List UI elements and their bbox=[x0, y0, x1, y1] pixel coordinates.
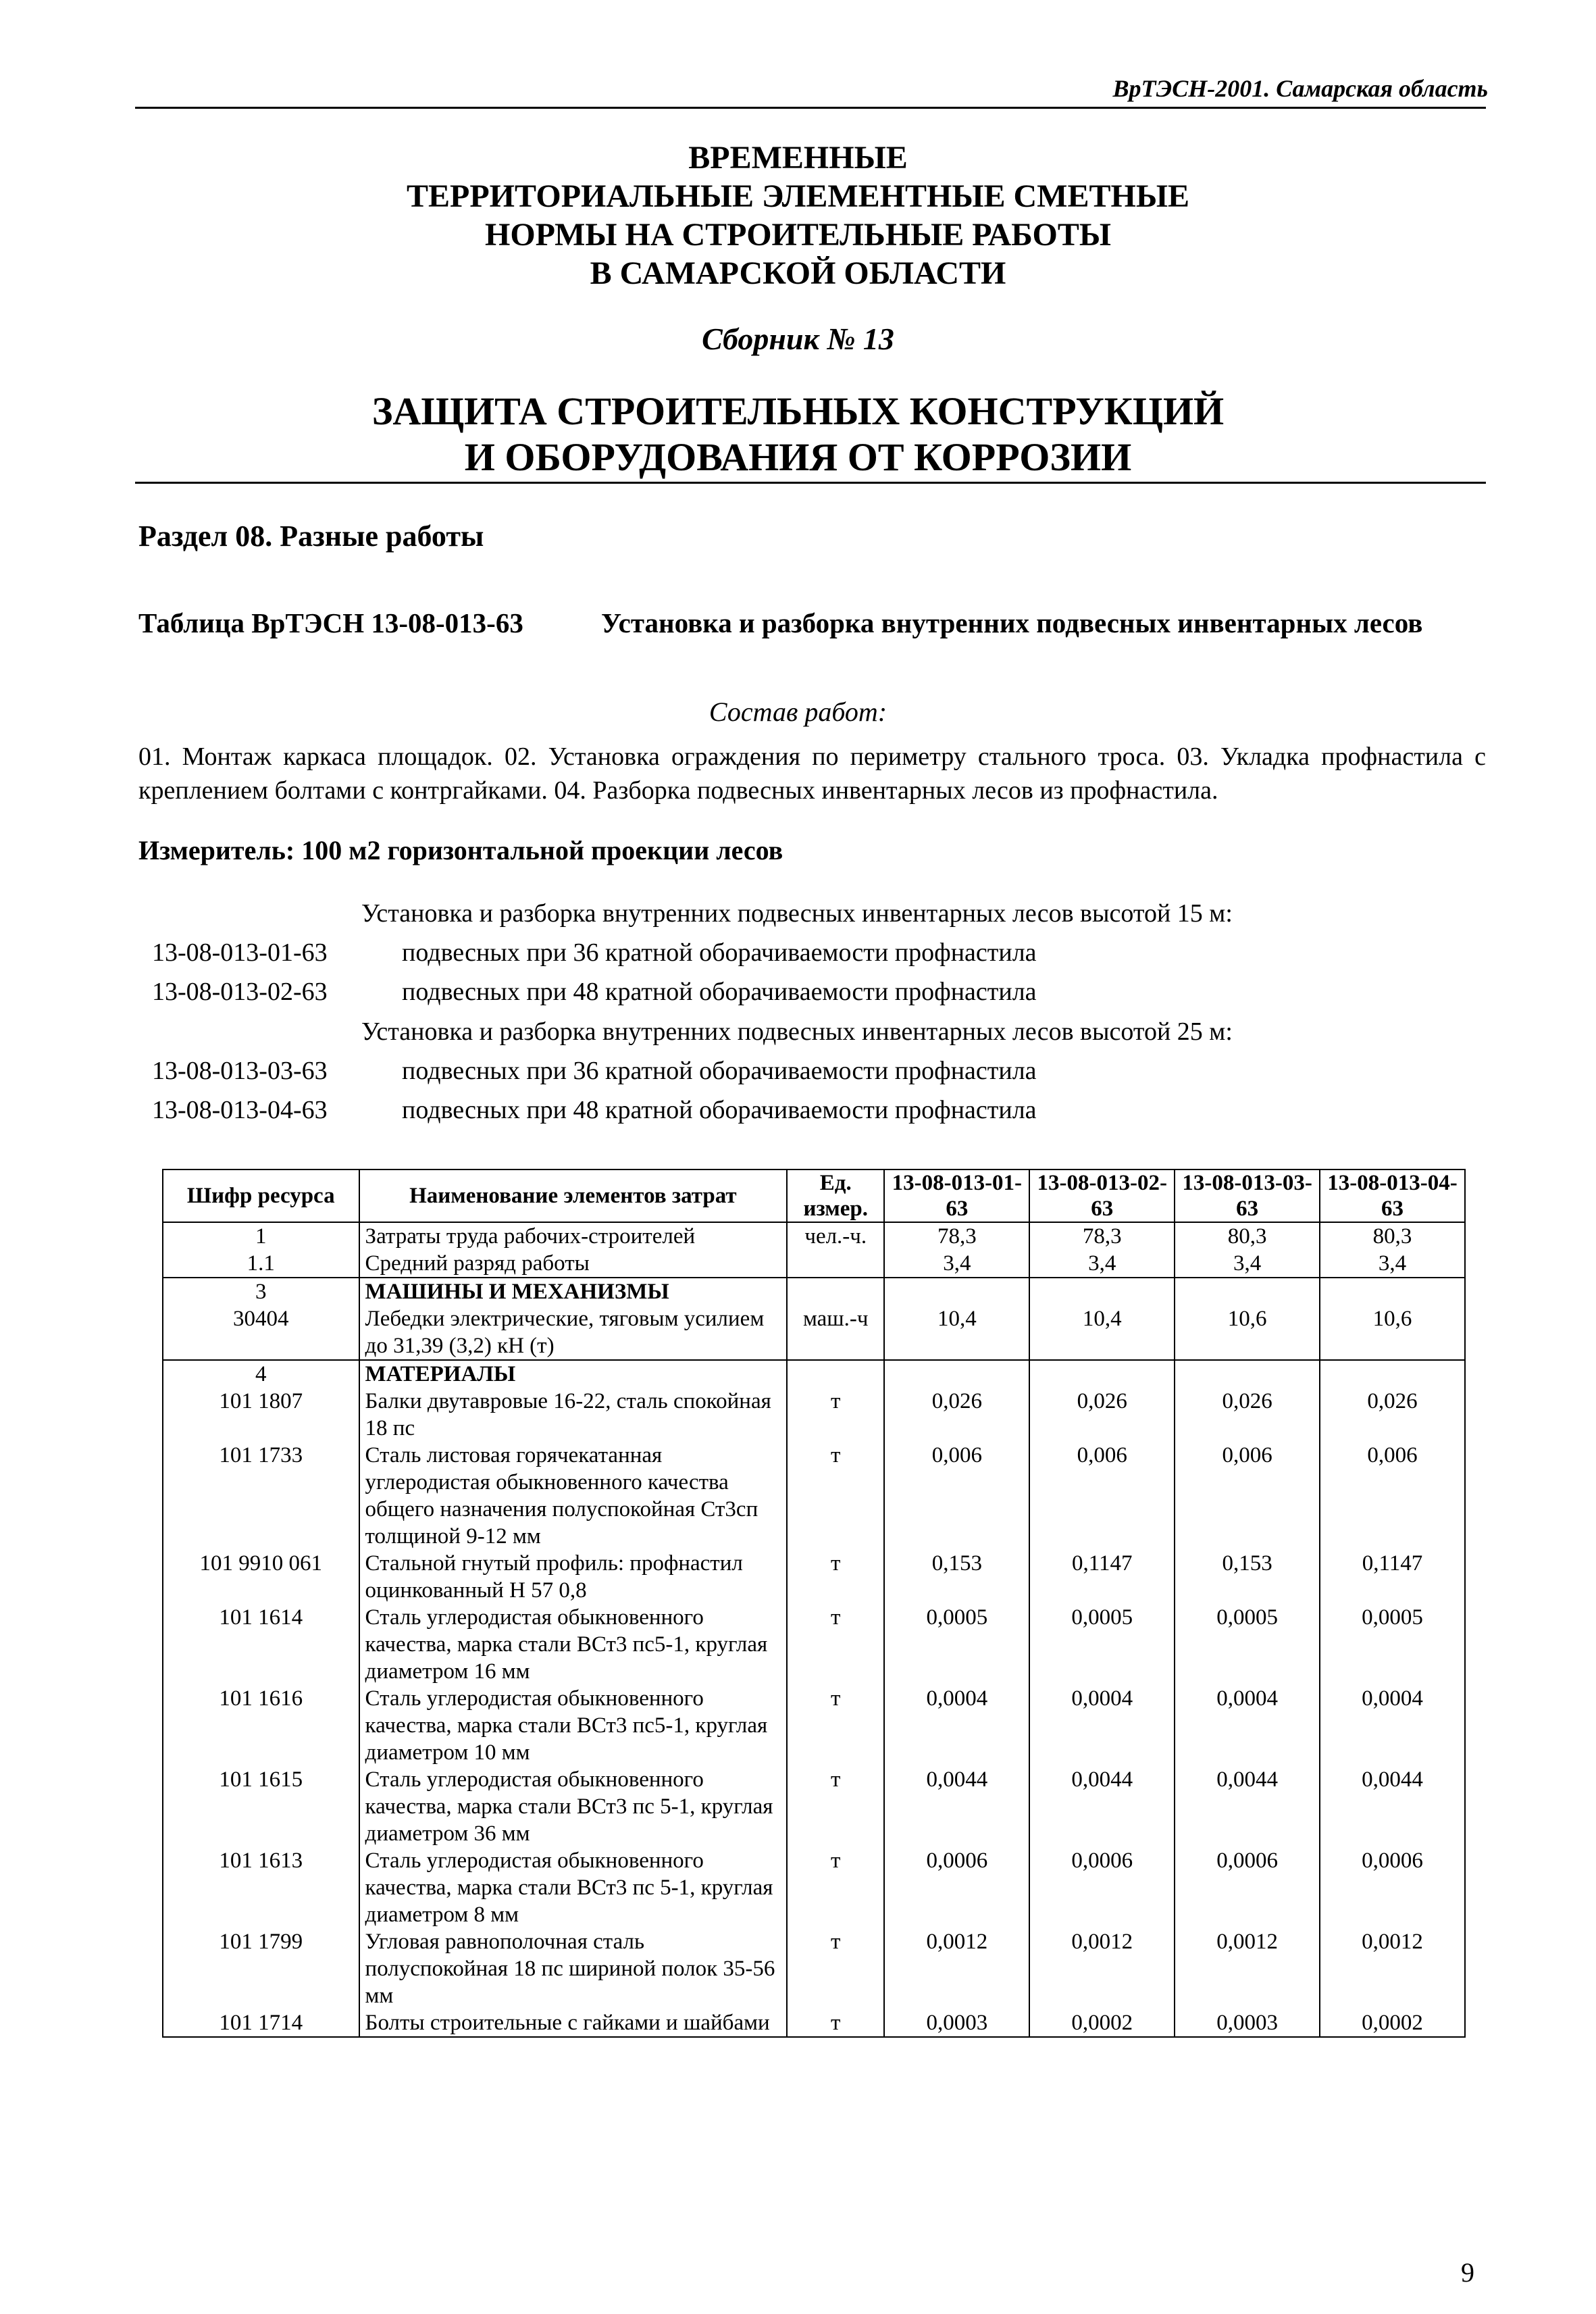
title-line-1: ВРЕМЕННЫЕ bbox=[688, 140, 908, 176]
table-row bbox=[163, 1685, 1465, 1766]
cell-name: Сталь углеродистая обыкновенного качества, марка стали ВСт3 пс5-1, круглая диаметром 16 мм bbox=[359, 1604, 788, 1685]
cell-name: Лебедки электрические, тяговым усилием до 31,39 (3,2) кН (т) bbox=[359, 1305, 788, 1360]
cell-value: 0,0005 bbox=[1029, 1604, 1175, 1685]
cell-name: Сталь углеродистая обыкновенного качества, марка стали ВСт3 пс 5-1, круглая диаметром 36 мм bbox=[359, 1766, 788, 1847]
header-col-3: 13-08-013-03-63 bbox=[1175, 1169, 1320, 1222]
cell-code: 101 9910 061 bbox=[163, 1550, 359, 1604]
cell-value: 0,1147 bbox=[1320, 1550, 1465, 1604]
norm-text: подвесных при 36 кратной оборачиваемости профнастила bbox=[402, 938, 1037, 967]
cell-value: 0,0012 bbox=[1175, 1928, 1320, 2009]
cell-value: 10,4 bbox=[884, 1305, 1029, 1360]
title-line-2: ТЕРРИТОРИАЛЬНЫЕ ЭЛЕМЕНТНЫЕ СМЕТНЫЕ bbox=[407, 178, 1189, 214]
header-unit: Ед. измер. bbox=[787, 1169, 884, 1222]
cell-value bbox=[1175, 1278, 1320, 1305]
table-row bbox=[163, 1222, 1465, 1250]
cell-value bbox=[884, 1360, 1029, 1388]
cell-unit: т bbox=[787, 1388, 884, 1442]
table-row bbox=[163, 1250, 1465, 1278]
cell-value: 3,4 bbox=[1320, 1250, 1465, 1278]
cell-name: Сталь углеродистая обыкновенного качества, марка стали ВСт3 пс 5-1, круглая диаметром 8 мм bbox=[359, 1847, 788, 1928]
cell-value: 0,0044 bbox=[1320, 1766, 1465, 1847]
cell-unit bbox=[787, 1360, 884, 1388]
table-row bbox=[163, 1604, 1465, 1685]
table-row bbox=[163, 1928, 1465, 2009]
cell-name: Угловая равнополочная сталь полуспокойная 18 пс шириной полок 35-56 мм bbox=[359, 1928, 788, 2009]
cell-code: 101 1799 bbox=[163, 1928, 359, 2009]
norm-code: 13-08-013-04-63 bbox=[152, 1096, 328, 1124]
header-col-1: 13-08-013-01-63 bbox=[884, 1169, 1029, 1222]
table-description: Установка и разборка внутренних подвесных инвентарных лесов bbox=[601, 607, 1423, 638]
main-title-line-1: ЗАЩИТА СТРОИТЕЛЬНЫХ КОНСТРУКЦИЙ bbox=[371, 389, 1225, 433]
cell-unit: т bbox=[787, 1442, 884, 1550]
cell-code: 101 1714 bbox=[163, 2009, 359, 2037]
header-name: Наименование элементов затрат bbox=[359, 1169, 788, 1222]
title-line-4: В САМАРСКОЙ ОБЛАСТИ bbox=[590, 255, 1006, 291]
cell-value: 0,0044 bbox=[1029, 1766, 1175, 1847]
table-label: Таблица ВрТЭСН 13-08-013-63 bbox=[138, 607, 523, 638]
table-row bbox=[163, 1847, 1465, 1928]
cell-value: 0,0004 bbox=[884, 1685, 1029, 1766]
table-row bbox=[163, 2009, 1465, 2037]
cell-name: МАШИНЫ И МЕХАНИЗМЫ bbox=[359, 1278, 788, 1305]
table-row bbox=[163, 1305, 1465, 1360]
composition-text: 01. Монтаж каркаса площадок. 02. Установка ограждения по периметру стального троса. 03. Укладка профнастила с креплением болтами с контргайками. 04. Разборка подвесных инвентарных лесов из профнастила. bbox=[138, 743, 1486, 805]
cell-code: 101 1615 bbox=[163, 1766, 359, 1847]
cell-unit: т bbox=[787, 1550, 884, 1604]
table-row bbox=[163, 1388, 1465, 1442]
cell-value: 80,3 bbox=[1320, 1222, 1465, 1250]
cell-value: 10,6 bbox=[1175, 1305, 1320, 1360]
cell-value: 0,0005 bbox=[1175, 1604, 1320, 1685]
norm-group-title: Установка и разборка внутренних подвесных инвентарных лесов высотой 15 м: bbox=[361, 899, 1233, 928]
composition-title: Состав работ: bbox=[709, 697, 887, 727]
cell-value: 78,3 bbox=[1029, 1222, 1175, 1250]
cell-value: 3,4 bbox=[1175, 1250, 1320, 1278]
table-row bbox=[163, 1360, 1465, 1388]
cell-value bbox=[1175, 1360, 1320, 1388]
cell-name: Сталь листовая горячекатанная углеродистая обыкновенного качества общего назначения полуспокойная Ст3сп толщиной 9-12 мм bbox=[359, 1442, 788, 1550]
cell-name: Средний разряд работы bbox=[359, 1250, 788, 1278]
header-rule bbox=[135, 107, 1486, 109]
table-row bbox=[163, 1766, 1465, 1847]
header-code: Шифр ресурса bbox=[163, 1169, 359, 1222]
title-line-3: НОРМЫ НА СТРОИТЕЛЬНЫЕ РАБОТЫ bbox=[484, 217, 1112, 253]
cell-code: 101 1807 bbox=[163, 1388, 359, 1442]
cell-value bbox=[884, 1278, 1029, 1305]
cell-name: Балки двутавровые 16-22, сталь спокойная 18 пс bbox=[359, 1388, 788, 1442]
cell-value: 0,0044 bbox=[1175, 1766, 1320, 1847]
cost-table-body bbox=[163, 1222, 1465, 2037]
cell-value: 0,026 bbox=[1029, 1388, 1175, 1442]
cell-value: 0,006 bbox=[1320, 1442, 1465, 1550]
cell-code: 1.1 bbox=[163, 1250, 359, 1278]
cell-code: 3 bbox=[163, 1278, 359, 1305]
cell-value: 0,0006 bbox=[1320, 1847, 1465, 1928]
cell-value: 0,0006 bbox=[1029, 1847, 1175, 1928]
cell-value: 0,0004 bbox=[1029, 1685, 1175, 1766]
cell-unit: т bbox=[787, 1847, 884, 1928]
cell-code: 4 bbox=[163, 1360, 359, 1388]
cell-name: Стальной гнутый профиль: профнастил оцинкованный Н 57 0,8 bbox=[359, 1550, 788, 1604]
page-number: 9 bbox=[1461, 2257, 1474, 2288]
cell-unit: т bbox=[787, 1928, 884, 2009]
cell-unit: т bbox=[787, 1685, 884, 1766]
cell-name: Болты строительные с гайками и шайбами bbox=[359, 2009, 788, 2037]
cell-value: 0,006 bbox=[1029, 1442, 1175, 1550]
measure-unit: Измеритель: 100 м2 горизонтальной проекции лесов bbox=[138, 835, 783, 865]
cell-value: 0,026 bbox=[1175, 1388, 1320, 1442]
cell-value: 0,0003 bbox=[1175, 2009, 1320, 2037]
cell-value: 0,0012 bbox=[884, 1928, 1029, 2009]
title-rule bbox=[135, 482, 1486, 484]
cell-code: 30404 bbox=[163, 1305, 359, 1360]
cell-unit: чел.-ч. bbox=[787, 1222, 884, 1250]
cell-value: 0,0012 bbox=[1029, 1928, 1175, 2009]
cell-value: 0,0002 bbox=[1029, 2009, 1175, 2037]
cell-value: 0,006 bbox=[1175, 1442, 1320, 1550]
cell-value: 0,0003 bbox=[884, 2009, 1029, 2037]
cell-value: 0,0005 bbox=[1320, 1604, 1465, 1685]
norm-group-title: Установка и разборка внутренних подвесных инвентарных лесов высотой 25 м: bbox=[361, 1017, 1233, 1046]
cell-value bbox=[1320, 1360, 1465, 1388]
table-row bbox=[163, 1550, 1465, 1604]
norm-code: 13-08-013-01-63 bbox=[152, 938, 328, 967]
running-header: ВрТЭСН-2001. Самарская область bbox=[1112, 75, 1488, 102]
cell-unit bbox=[787, 1278, 884, 1305]
cell-code: 1 bbox=[163, 1222, 359, 1250]
cell-value bbox=[1029, 1278, 1175, 1305]
header-col-4: 13-08-013-04-63 bbox=[1320, 1169, 1465, 1222]
cell-unit bbox=[787, 1250, 884, 1278]
norm-text: подвесных при 48 кратной оборачиваемости профнастила bbox=[402, 978, 1037, 1006]
table-row bbox=[163, 1442, 1465, 1550]
cell-value: 3,4 bbox=[884, 1250, 1029, 1278]
cell-value: 0,0005 bbox=[884, 1604, 1029, 1685]
cell-value: 0,026 bbox=[1320, 1388, 1465, 1442]
cell-unit: маш.-ч bbox=[787, 1305, 884, 1360]
section-heading: Раздел 08. Разные работы bbox=[138, 520, 484, 553]
cell-unit: т bbox=[787, 2009, 884, 2037]
cell-value: 0,0004 bbox=[1175, 1685, 1320, 1766]
cell-unit: т bbox=[787, 1766, 884, 1847]
cell-value: 0,006 bbox=[884, 1442, 1029, 1550]
cell-value: 0,026 bbox=[884, 1388, 1029, 1442]
cell-value: 0,153 bbox=[1175, 1550, 1320, 1604]
table-header-row bbox=[163, 1169, 1465, 1222]
cell-value: 0,0044 bbox=[884, 1766, 1029, 1847]
cell-name: Затраты труда рабочих-строителей bbox=[359, 1222, 788, 1250]
norm-code: 13-08-013-02-63 bbox=[152, 978, 328, 1006]
cell-value: 0,153 bbox=[884, 1550, 1029, 1604]
norm-text: подвесных при 36 кратной оборачиваемости профнастила bbox=[402, 1057, 1037, 1085]
cost-table bbox=[162, 1169, 1466, 2038]
cell-value bbox=[1029, 1360, 1175, 1388]
cell-value: 0,0002 bbox=[1320, 2009, 1465, 2037]
cell-code: 101 1733 bbox=[163, 1442, 359, 1550]
cell-value: 10,6 bbox=[1320, 1305, 1465, 1360]
main-title-line-2: И ОБОРУДОВАНИЯ ОТ КОРРОЗИИ bbox=[464, 435, 1132, 479]
norm-code: 13-08-013-03-63 bbox=[152, 1057, 328, 1085]
cell-value: 0,0012 bbox=[1320, 1928, 1465, 2009]
collection-number: Сборник № 13 bbox=[702, 322, 894, 356]
cell-value bbox=[1320, 1278, 1465, 1305]
cell-unit: т bbox=[787, 1604, 884, 1685]
cell-value: 0,0004 bbox=[1320, 1685, 1465, 1766]
cell-code: 101 1616 bbox=[163, 1685, 359, 1766]
header-col-2: 13-08-013-02-63 bbox=[1029, 1169, 1175, 1222]
cell-name: Сталь углеродистая обыкновенного качества, марка стали ВСт3 пс5-1, круглая диаметром 10 мм bbox=[359, 1685, 788, 1766]
norm-text: подвесных при 48 кратной оборачиваемости профнастила bbox=[402, 1096, 1037, 1124]
cell-value: 80,3 bbox=[1175, 1222, 1320, 1250]
cell-value: 3,4 bbox=[1029, 1250, 1175, 1278]
cell-code: 101 1614 bbox=[163, 1604, 359, 1685]
cell-code: 101 1613 bbox=[163, 1847, 359, 1928]
cell-value: 0,0006 bbox=[884, 1847, 1029, 1928]
cell-value: 78,3 bbox=[884, 1222, 1029, 1250]
cell-name: МАТЕРИАЛЫ bbox=[359, 1360, 788, 1388]
cell-value: 10,4 bbox=[1029, 1305, 1175, 1360]
table-row bbox=[163, 1278, 1465, 1305]
cell-value: 0,1147 bbox=[1029, 1550, 1175, 1604]
cell-value: 0,0006 bbox=[1175, 1847, 1320, 1928]
